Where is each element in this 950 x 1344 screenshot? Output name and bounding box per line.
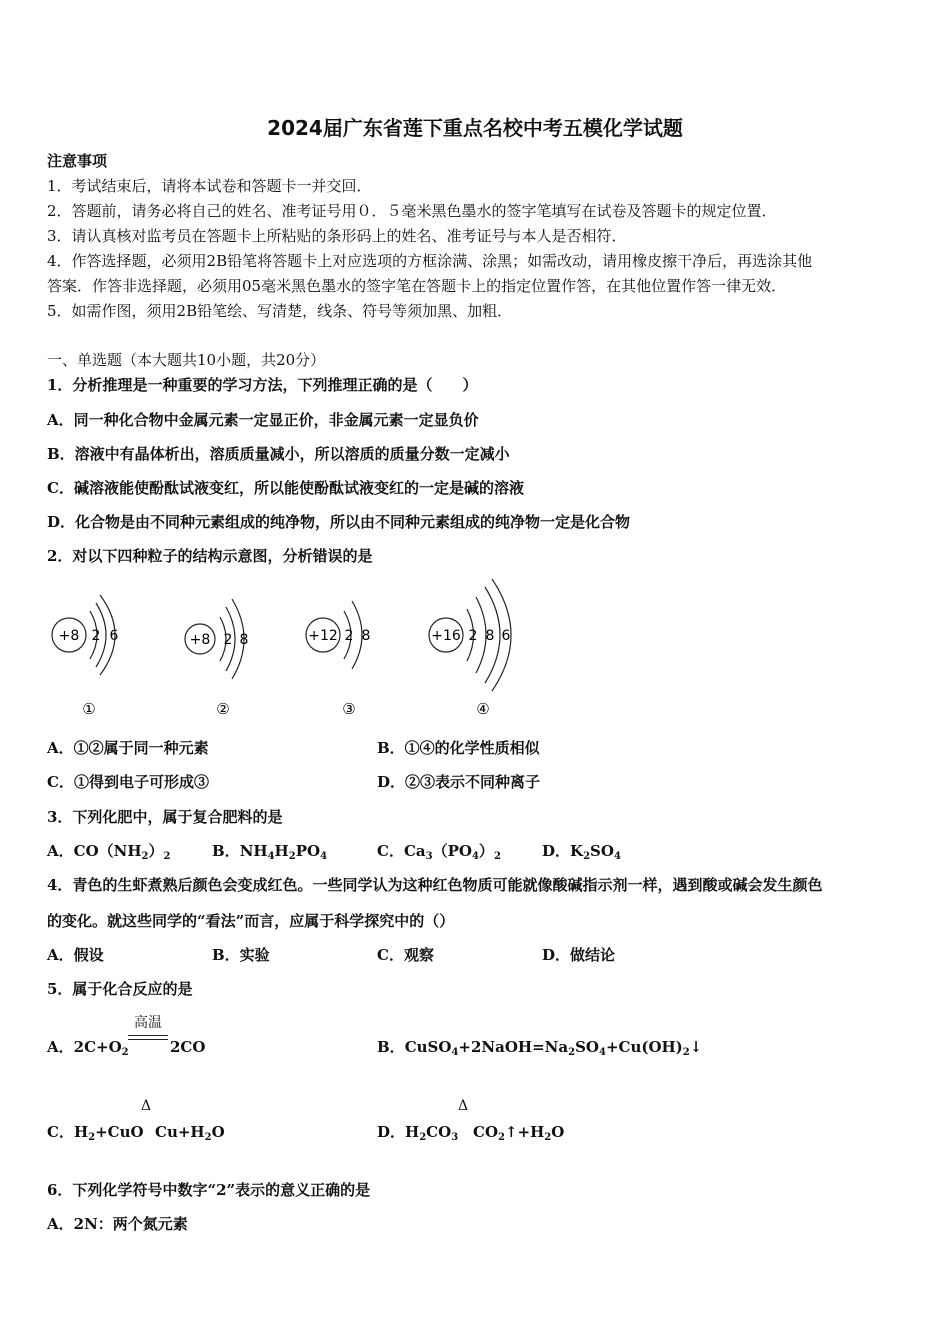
- particle-1-shell-count: 2: [91, 628, 101, 644]
- q5-c-heat-symbol: Δ: [140, 1098, 152, 1114]
- particle-1-label: ①: [82, 700, 96, 718]
- notice-item: 1．考试结束后，请将本试卷和答题卡一并交回．: [47, 177, 372, 195]
- atomic-structure-diagrams: [40, 575, 540, 725]
- q5-option-c: C．$H_2+CuO$: [47, 1123, 144, 1143]
- particle-4-shell-arc: [476, 597, 486, 673]
- particle-2-shell-count: 8: [239, 632, 249, 648]
- question-5-stem: 5．属于化合反应的是: [47, 980, 193, 998]
- particle-4-diagram: [429, 579, 511, 718]
- particle-3-diagram: [306, 601, 370, 718]
- particle-2-nucleus-label: +8: [189, 632, 211, 648]
- particle-3-shell-arc: [352, 601, 362, 669]
- exam-title: 2024届广东省莲下重点名校中考五模化学试题: [267, 116, 683, 140]
- q2-option-a: A．①②属于同一种元素: [47, 739, 209, 757]
- q5-option-b: B．$CuSO_4+2NaOH=Na_2SO_4+Cu(OH)_2↓$: [377, 1038, 703, 1058]
- particle-1-diagram: [52, 595, 119, 718]
- section-heading: 一、单选题（本大题共10小题，共20分）: [47, 351, 326, 369]
- q5-c-products: $Cu+H_2O$: [155, 1123, 225, 1143]
- q1-option-b: B．溶液中有晶体析出，溶质质量减小，所以溶质的质量分数一定减小: [47, 445, 510, 463]
- particle-4-shell-count: 6: [501, 628, 511, 644]
- particle-1-nucleus-label: +8: [58, 628, 80, 644]
- q5-option-d: D．$H_2CO_3$: [377, 1123, 459, 1143]
- q1-option-a: A．同一种化合物中金属元素一定显正价，非金属元素一定显负价: [47, 411, 479, 429]
- question-6-stem: 6．下列化学符号中数字“2”表示的意义正确的是: [47, 1181, 371, 1199]
- notice-item: 3．请认真核对监考员在答题卡上所粘贴的条形码上的姓名、准考证号与本人是否相符．: [47, 227, 627, 245]
- question-3-stem: 3．下列化肥中，属于复合肥料的是: [47, 808, 283, 826]
- q1-option-c: C．碱溶液能使酚酞试液变红，所以能使酚酞试液变红的一定是碱的溶液: [47, 479, 524, 497]
- q3-option-c: C．$Ca_3(PO_4)_2$: [377, 842, 501, 862]
- particle-4-shell-count: 2: [468, 628, 478, 644]
- particle-3-shell-count: 8: [361, 628, 371, 644]
- q5-d-heat-symbol: Δ: [457, 1098, 469, 1114]
- particle-2-diagram: [185, 599, 248, 718]
- particle-4-label: ④: [476, 700, 490, 718]
- q3-option-d: D．$K_2SO_4$: [542, 842, 621, 862]
- particle-3-nucleus-label: +12: [308, 628, 338, 644]
- notice-item: 2．答题前，请务必将自己的姓名、准考证号用０．５毫米黑色墨水的签字笔填写在试卷及答题卡的规定位置．: [47, 202, 777, 220]
- q5-d-products: $CO_2↑+H_2O$: [473, 1123, 565, 1143]
- q3-option-a: A．$CO(NH_2)_2$: [47, 842, 171, 862]
- q2-option-c: C．①得到电子可形成③: [47, 773, 209, 791]
- particle-4-nucleus-label: +16: [431, 628, 461, 644]
- particle-3-label: ③: [342, 700, 356, 718]
- q4-option-a: A．假设: [47, 946, 104, 964]
- particle-1-shell-count: 6: [109, 628, 119, 644]
- q4-option-c: C．观察: [377, 946, 434, 964]
- q5-option-a: A．$2C+O_2$: [47, 1038, 129, 1058]
- q5-a-condition-label: 高温: [134, 1015, 162, 1031]
- q3-option-b: B．$NH_4H_2PO_4$: [212, 842, 328, 862]
- notice-item: 答案．作答非选择题，必须用05毫米黑色墨水的签字笔在答题卡上的指定位置作答，在其他位置作答一律无效．: [47, 277, 787, 295]
- q2-option-b: B．①④的化学性质相似: [377, 739, 540, 757]
- q5-a-equals-bar: [128, 1035, 168, 1040]
- question-4-stem-line1: 4．青色的生虾煮熟后颜色会变成红色。一些同学认为这种红色物质可能就像酸碱指示剂一样，遇到酸或碱会发生颜色: [47, 876, 823, 894]
- notice-heading: 注意事项: [47, 152, 108, 170]
- notice-item: 4．作答选择题，必须用2B铅笔将答题卡上对应选项的方框涂满、涂黑；如需改动，请用橡皮擦干净后，再选涂其他: [47, 252, 813, 270]
- question-1-stem: 1．分析推理是一种重要的学习方法，下列推理正确的是（ ）: [47, 376, 478, 394]
- question-2-stem: 2．对以下四种粒子的结构示意图，分析错误的是: [47, 547, 373, 565]
- particle-4-shell-count: 8: [485, 628, 495, 644]
- particle-3-shell-count: 2: [344, 628, 354, 644]
- q4-option-b: B．实验: [212, 946, 270, 964]
- particle-2-shell-count: 2: [223, 632, 233, 648]
- q6-option-a: A．2N：两个氮元素: [47, 1215, 188, 1233]
- particle-2-label: ②: [216, 700, 230, 718]
- q1-option-d: D．化合物是由不同种元素组成的纯净物，所以由不同种元素组成的纯净物一定是化合物: [47, 513, 631, 531]
- notice-item: 5．如需作图，须用2B铅笔绘、写清楚，线条、符号等须加黑、加粗．: [47, 302, 513, 320]
- q5-a-product: 2CO: [170, 1038, 206, 1056]
- q4-option-d: D．做结论: [542, 946, 616, 964]
- q2-option-d: D．②③表示不同种离子: [377, 773, 541, 791]
- question-4-stem-line2: 的变化。就这些同学的“看法”而言，应属于科学探究中的（）: [47, 912, 455, 930]
